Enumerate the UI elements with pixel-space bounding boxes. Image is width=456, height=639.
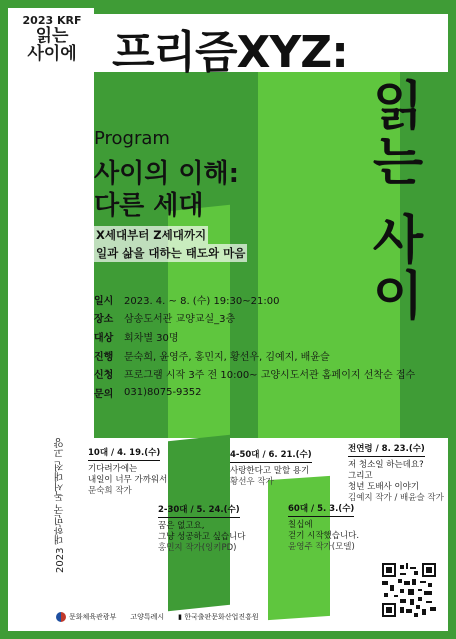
program-title-line2: 다른 세대 (94, 191, 204, 221)
info-value: 삼송도서관 교양교실_3층 (124, 314, 236, 326)
edition-line2: 읽는 (35, 26, 69, 46)
info-key: 대상 (94, 332, 114, 344)
info-key: 문의 (94, 388, 114, 400)
program-title (94, 158, 239, 222)
session-title: 그리고 (348, 471, 373, 481)
agency-name: 한국출판문화산업진흥원 (184, 613, 259, 621)
tagline (94, 226, 247, 262)
session-title: 청년 도배사 이야기 (348, 482, 420, 492)
session-title: 꿈은 없고요, (158, 521, 205, 531)
info-value: 2023. 4. ~ 8. (수) 19:30~21:00 (124, 295, 280, 307)
info-value: 031)8075-9352 (124, 386, 202, 398)
edition-year: 2023 KRF (22, 14, 82, 27)
poster-body (8, 8, 448, 631)
session-title: 저 청소일 하는데요? (348, 460, 424, 470)
session-title: 내일이 너무 가까워서 (88, 475, 168, 485)
info-row (94, 364, 415, 383)
info-value: 프로그램 시작 3주 전 10:00~ 고양시도서관 홈페이지 선착순 접수 (124, 370, 416, 382)
info-list (94, 290, 415, 402)
edition-line3: 사이에 (27, 44, 77, 64)
tagline-line2: 일과 삶을 대하는 태도와 마음 (96, 246, 246, 260)
info-row (94, 327, 415, 346)
session-author: 홍민지 작가(잉키PD) (158, 543, 237, 553)
info-key: 장소 (94, 314, 114, 326)
ministry-logo (56, 612, 116, 622)
info-value: 회차별 30명 (124, 332, 179, 344)
info-key: 일시 (94, 295, 114, 307)
session-60s (288, 504, 359, 553)
tagline-line1: X세대부터 Z세대까지 (96, 228, 207, 242)
ministry-name: 문화체육관광부 (69, 613, 117, 621)
session-title: 걷기 시작했습니다. (288, 531, 360, 541)
vertical-title-text: 읽는 사이 (362, 78, 423, 325)
info-row (94, 383, 415, 402)
decor-strip (258, 24, 328, 499)
city-name: 고양특례시 (130, 613, 165, 621)
session-teens (88, 448, 167, 497)
session-20s-30s (158, 505, 246, 554)
session-author: 윤영주 작가(모델) (288, 542, 355, 552)
session-all-ages (348, 444, 444, 504)
session-title: 칠십에 (288, 520, 313, 530)
festival-logo (22, 14, 82, 63)
taegeuk-icon (56, 612, 66, 622)
session-title: 기다려가에는 (88, 464, 138, 474)
session-author: 황선우 작가 (230, 477, 274, 487)
info-row (94, 346, 415, 365)
sponsor-logos (56, 612, 259, 622)
session-title: 사랑한다고 말할 용기 (230, 466, 310, 476)
session-head: 2-30대 / 5. 24.(수) (158, 505, 240, 518)
session-head: 4-50대 / 6. 21.(수) (230, 450, 312, 463)
session-author: 문숙희 작가 (88, 486, 132, 496)
agency-logo (178, 612, 258, 622)
session-40s-50s (230, 450, 312, 488)
info-key: 신청 (94, 370, 114, 382)
main-title: 프리즘XYZ: (112, 27, 348, 78)
session-head: 10대 / 4. 19.(수) (88, 448, 160, 461)
session-author: 김예지 작가 / 배윤슬 작가 (348, 493, 444, 503)
info-key: 진행 (94, 351, 114, 363)
book-icon: ▮ (178, 613, 183, 621)
info-row (94, 290, 415, 309)
info-value: 문숙희, 윤영주, 홍민지, 황선우, 김예지, 배윤슬 (124, 351, 330, 363)
session-title: 그냥 성공하고 싶습니다 (158, 532, 246, 542)
session-head: 60대 / 5. 3.(수) (288, 504, 354, 517)
session-head: 전연령 / 8. 23.(수) (348, 444, 425, 457)
program-label: Program (94, 128, 170, 149)
qr-code-graphic (380, 561, 438, 619)
qr-code-icon[interactable] (380, 561, 438, 619)
festival-side-text: 2023 대한민국 독서대전 고양 (55, 438, 66, 573)
info-row (94, 309, 415, 328)
program-title-line1: 사이의 이해: (94, 159, 240, 189)
